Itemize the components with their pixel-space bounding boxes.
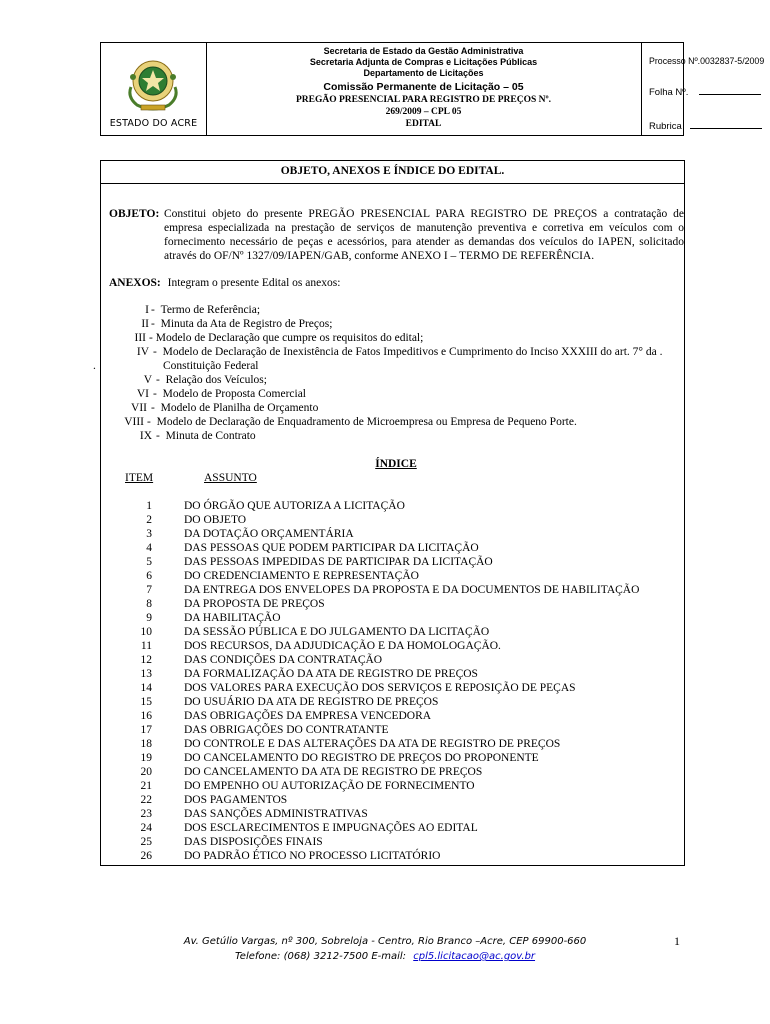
indice-item-number: 18 [140,738,152,750]
anexos-label: ANEXOS: [109,277,161,289]
anexo-text: Modelo de Declaração que cumpre os requisitos do edital; [155,332,424,344]
objeto-line: através do OF/Nº 1327/09/IAPEN/GAB, conforme ANEXO I – TERMO DE REFERÊNCIA. [164,250,595,262]
title-divider [101,183,684,184]
indice-item-subject: DO OBJETO [184,514,247,526]
indice-item-number: 2 [146,514,152,526]
indice-item-number: 11 [140,640,152,652]
objeto-line: Constitui objeto do presente PREGÃO PRESENCIAL PARA REGISTRO DE PREÇOS a contratação de [164,208,684,220]
indice-item-subject: DA PROPOSTA DE PREÇOS [184,598,325,610]
anexos-intro [109,276,340,290]
indice-item-subject: DOS RECURSOS, DA ADJUDICAÇÃO E DA HOMOLOGAÇÃO. [184,640,501,652]
indice-item-subject: DA FORMALIZAÇÃO DA ATA DE REGISTRO DE PREÇOS [184,668,478,680]
process-number: Processo Nº.0032837-5/2009 [649,56,765,66]
indice-item-subject: DOS VALORES PARA EXECUÇÃO DOS SERVIÇOS E REPOSIÇÃO DE PEÇAS [184,682,576,694]
footer-email-link[interactable]: cpl5.licitacao@ac.gov.br [413,951,536,962]
indice-item-number: 22 [140,794,152,806]
indice-item-number: 17 [140,724,152,736]
footer-contact [0,951,770,962]
indice-item-subject: DO CONTROLE E DAS ALTERAÇÕES DA ATA DE REGISTRO DE PREÇOS [184,738,561,750]
anexo-num: II [141,318,149,330]
header-departamento: Departamento de Licitações [363,68,484,78]
folha-blank [699,85,761,95]
anexo-num: VIII [124,416,144,428]
header-process-cell [641,43,770,135]
rubrica-label: Rubrica [649,121,682,132]
indice-item-subject: DO CREDENCIAMENTO E REPRESENTAÇÃO [184,570,419,582]
indice-item-subject: DAS DISPOSIÇÕES FINAIS [184,836,323,848]
indice-item-subject: DAS OBRIGAÇÕES DA EMPRESA VENCEDORA [184,710,432,722]
header-comissao: Comissão Permanente de Licitação – 05 [323,81,524,93]
anexo-num: VI [136,388,149,400]
anexo-text: Modelo de Proposta Comercial [162,388,306,400]
rubrica-blank [690,119,762,129]
anexo-text: Modelo de Declaração de Inexistência de Fatos Impeditivos e Cumprimento do Inciso XXXIII do art. 7° da . [162,346,663,358]
indice-item-number: 14 [140,682,152,694]
anexo-num: IX [139,430,152,442]
indice-item-number: 12 [140,654,152,666]
rubrica-field [649,119,762,132]
indice-item-number: 5 [146,556,152,568]
indice-item-number: 15 [140,696,152,708]
anexo-num: III [134,332,146,344]
section-title: OBJETO, ANEXOS E ÍNDICE DO EDITAL. [280,165,505,177]
header-pregao: PREGÃO PRESENCIAL PARA REGISTRO DE PREÇOS Nº. [295,95,551,105]
header-numero: 269/2009 – CPL 05 [385,107,462,117]
indice-item-number: 16 [140,710,152,722]
anexo-num: V [143,374,152,386]
anexo-num: I [145,304,149,316]
state-coat-of-arms-icon [123,57,183,113]
header-logo-cell [101,43,207,135]
indice-item-number: 3 [146,528,152,540]
indice-item-subject: DO ÓRGÃO QUE AUTORIZA A LICITAÇÃO [184,500,405,512]
indice-item-subject: DAS SANÇÕES ADMINISTRATIVAS [184,808,368,820]
indice-item-number: 24 [140,822,152,834]
anexo-num: VII [131,402,147,414]
anexo-text: Minuta da Ata de Registro de Preços; [160,318,333,330]
anexo-text: Relação dos Veículos; [165,374,267,386]
header-title-cell [206,43,642,135]
state-name: ESTADO DO ACRE [109,118,198,129]
objeto-line: fornecimento necessário de peças e acessórios, para atender as demandas dos veículos do IAPEN, solicitado [164,236,684,248]
header-edital: EDITAL [405,119,442,129]
anexo-text: Modelo de Planilha de Orçamento [160,402,319,414]
indice-item-subject: DO PADRÃO ÉTICO NO PROCESSO LICITATÓRIO [184,850,441,862]
header-secretaria: Secretaria de Estado da Gestão Administrativa [323,46,524,56]
indice-item-number: 25 [140,836,152,848]
indice-item-subject: DAS PESSOAS IMPEDIDAS DE PARTICIPAR DA LICITAÇÃO [184,556,493,568]
indice-item-number: 4 [146,542,152,554]
folha-field [649,85,761,98]
indice-item-number: 13 [140,668,152,680]
indice-item-subject: DA ENTREGA DOS ENVELOPES DA PROPOSTA E DA DOCUMENTOS DE HABILITAÇÃO [184,584,640,596]
content-box: OBJETO, ANEXOS E ÍNDICE DO EDITAL. OBJETO: Constitui objeto do presente PREGÃO PRESENCIAL PARA REGISTRO DE PREÇOS a contratação de empresa especializada na prestação de serviços de manutenção preventiva e corretiva em veículos com o fornecimento necessário de peças e acessórios, para atender as demandas dos veículos do IAPEN, solicitado através do OF/Nº 1327/09/IAPEN/GAB, conforme ANEXO I – TERMO DE REFERÊNCIA. ANEXOS: Integram o presente Edital os anexos: I - Termo de Referência; II - Minuta da Ata de Registro de Preços; III - Modelo de Declaração que cumpre os requisitos do edital; IV - Modelo de Declaração de Inexistência de Fatos Impeditivos e Cumprimento do Inciso XXXIII do art. 7° da . . Constituição Federal V - Relação dos Veículos; VI - Modelo de Proposta Comercial VII - Modelo de Planilha de Orçamento VIII - Modelo de Declaração de Enquadramento de Microempresa ou Empresa de Pequeno Porte. IX - Minuta de Contrato ÍNDICE ITEM ASSUNTO 1 DO ÓRGÃO QUE AUTORIZA A LICITAÇÃO 2 DO OBJETO 3 DA DOTAÇÃO ORÇAMENTÁRIA 4 DAS PESSOAS QUE PODEM PARTICIPAR DA LICITAÇÃO 5 DAS PESSOAS IMPEDIDAS DE PARTICIPAR DA LICITAÇÃO 6 DO CREDENCIAMENTO E REPRESENTAÇÃO 7 DA ENTREGA DOS ENVELOPES DA PROPOSTA E DA DOCUMENTOS DE HABILITAÇÃO 8 DA PROPOSTA DE PREÇOS 9 DA HABILITAÇÃO 10 DA SESSÃO PÚBLICA E DO JULGAMENTO DA LICITAÇÃO 11 DOS RECURSOS, DA ADJUDICAÇÃO E DA HOMOLOGAÇÃO. 12 DAS CONDIÇÕES DA CONTRATAÇÃO 13 DA FORMALIZAÇÃO DA ATA DE REGISTRO DE PREÇOS 14 DOS VALORES PARA EXECUÇÃO DOS SERVIÇOS E REPOSIÇÃO DE PEÇAS 15 DO USUÁRIO DA ATA DE REGISTRO DE PREÇOS 16 DAS OBRIGAÇÕES DA EMPRESA VENCEDORA 17 DAS OBRIGAÇÕES DO CONTRATANTE 18 DO CONTROLE E DAS ALTERAÇÕES DA ATA DE REGISTRO DE PREÇOS 19 DO CANCELAMENTO DO REGISTRO DE PREÇOS DO PROPONENTE 20 DO CANCELAMENTO DA ATA DE REGISTRO DE PREÇOS 21 DO EMPENHO OU AUTORIZAÇÃO DE FORNECIMENTO 22 DOS PAGAMENTOS 23 DAS SANÇÕES ADMINISTRATIVAS 24 DOS ESCLARECIMENTOS E IMPUGNAÇÕES AO EDITAL 25 DAS DISPOSIÇÕES FINAIS 26 DO PADRÃO ÉTICO NO PROCESSO LICITATÓRIO [100,160,685,866]
indice-item-number: 26 [140,850,152,862]
indice-item-subject: DA HABILITAÇÃO [184,612,281,624]
anexos-intro-text: Integram o presente Edital os anexos: [167,277,341,289]
indice-item-number: 1 [146,500,152,512]
footer-phone: Telefone: (068) 3212-7500 E-mail: [234,951,407,962]
document-header [100,42,765,136]
indice-item-subject: DAS CONDIÇÕES DA CONTRATAÇÃO [184,654,383,666]
indice-item-subject: DA SESSÃO PÚBLICA E DO JULGAMENTO DA LICITAÇÃO [184,626,490,638]
indice-item-number: 19 [140,752,152,764]
objeto-line: empresa especializada na prestação de serviços de manutenção preventiva e corretiva em veículos com o [164,222,684,234]
indice-item-subject: DAS PESSOAS QUE PODEM PARTICIPAR DA LICITAÇÃO [184,542,479,554]
indice-item-subject: DOS PAGAMENTOS [184,794,288,806]
page-number: 1 [674,934,680,948]
anexo-num: IV [136,346,149,358]
indice-item-number: 10 [140,626,152,638]
indice-item-subject: DO CANCELAMENTO DA ATA DE REGISTRO DE PREÇOS [184,766,483,778]
indice-item-number: 21 [140,780,152,792]
indice-item-subject: DO USUÁRIO DA ATA DE REGISTRO DE PREÇOS [184,696,439,708]
indice-heading: ÍNDICE [375,458,417,470]
indice-item-number: 9 [146,612,152,624]
indice-item-subject: DA DOTAÇÃO ORÇAMENTÁRIA [184,528,354,540]
anexo-text: Constituição Federal [163,360,259,372]
anexo-text: Modelo de Declaração de Enquadramento de Microempresa ou Empresa de Pequeno Porte. [156,416,577,428]
indice-item-number: 6 [146,570,152,582]
objeto-body [164,207,684,263]
folha-label: Folha Nº. [649,87,689,98]
indice-item-subject: DO EMPENHO OU AUTORIZAÇÃO DE FORNECIMENTO [184,780,475,792]
indice-item-subject: DO CANCELAMENTO DO REGISTRO DE PREÇOS DO PROPONENTE [184,752,539,764]
header-secretaria-adjunta: Secretaria Adjunta de Compras e Licitações Públicas [309,57,538,67]
indice-item-number: 20 [140,766,152,778]
indice-item-number: 8 [146,598,152,610]
indice-item-subject: DOS ESCLARECIMENTOS E IMPUGNAÇÕES AO EDITAL [184,822,478,834]
indice-item-subject: DAS OBRIGAÇÕES DO CONTRATANTE [184,724,389,736]
indice-item-number: 23 [140,808,152,820]
indice-column-assunto: ASSUNTO [204,472,257,484]
indice-column-item: ITEM [125,472,154,484]
anexo-text: Minuta de Contrato [165,430,256,442]
footer-address: Av. Getúlio Vargas, nº 300, Sobreloja - Centro, Rio Branco –Acre, CEP 69900-660 [183,936,587,947]
anexo-text: Termo de Referência; [160,304,261,316]
objeto-label: OBJETO: [109,208,160,220]
indice-item-number: 7 [146,584,152,596]
